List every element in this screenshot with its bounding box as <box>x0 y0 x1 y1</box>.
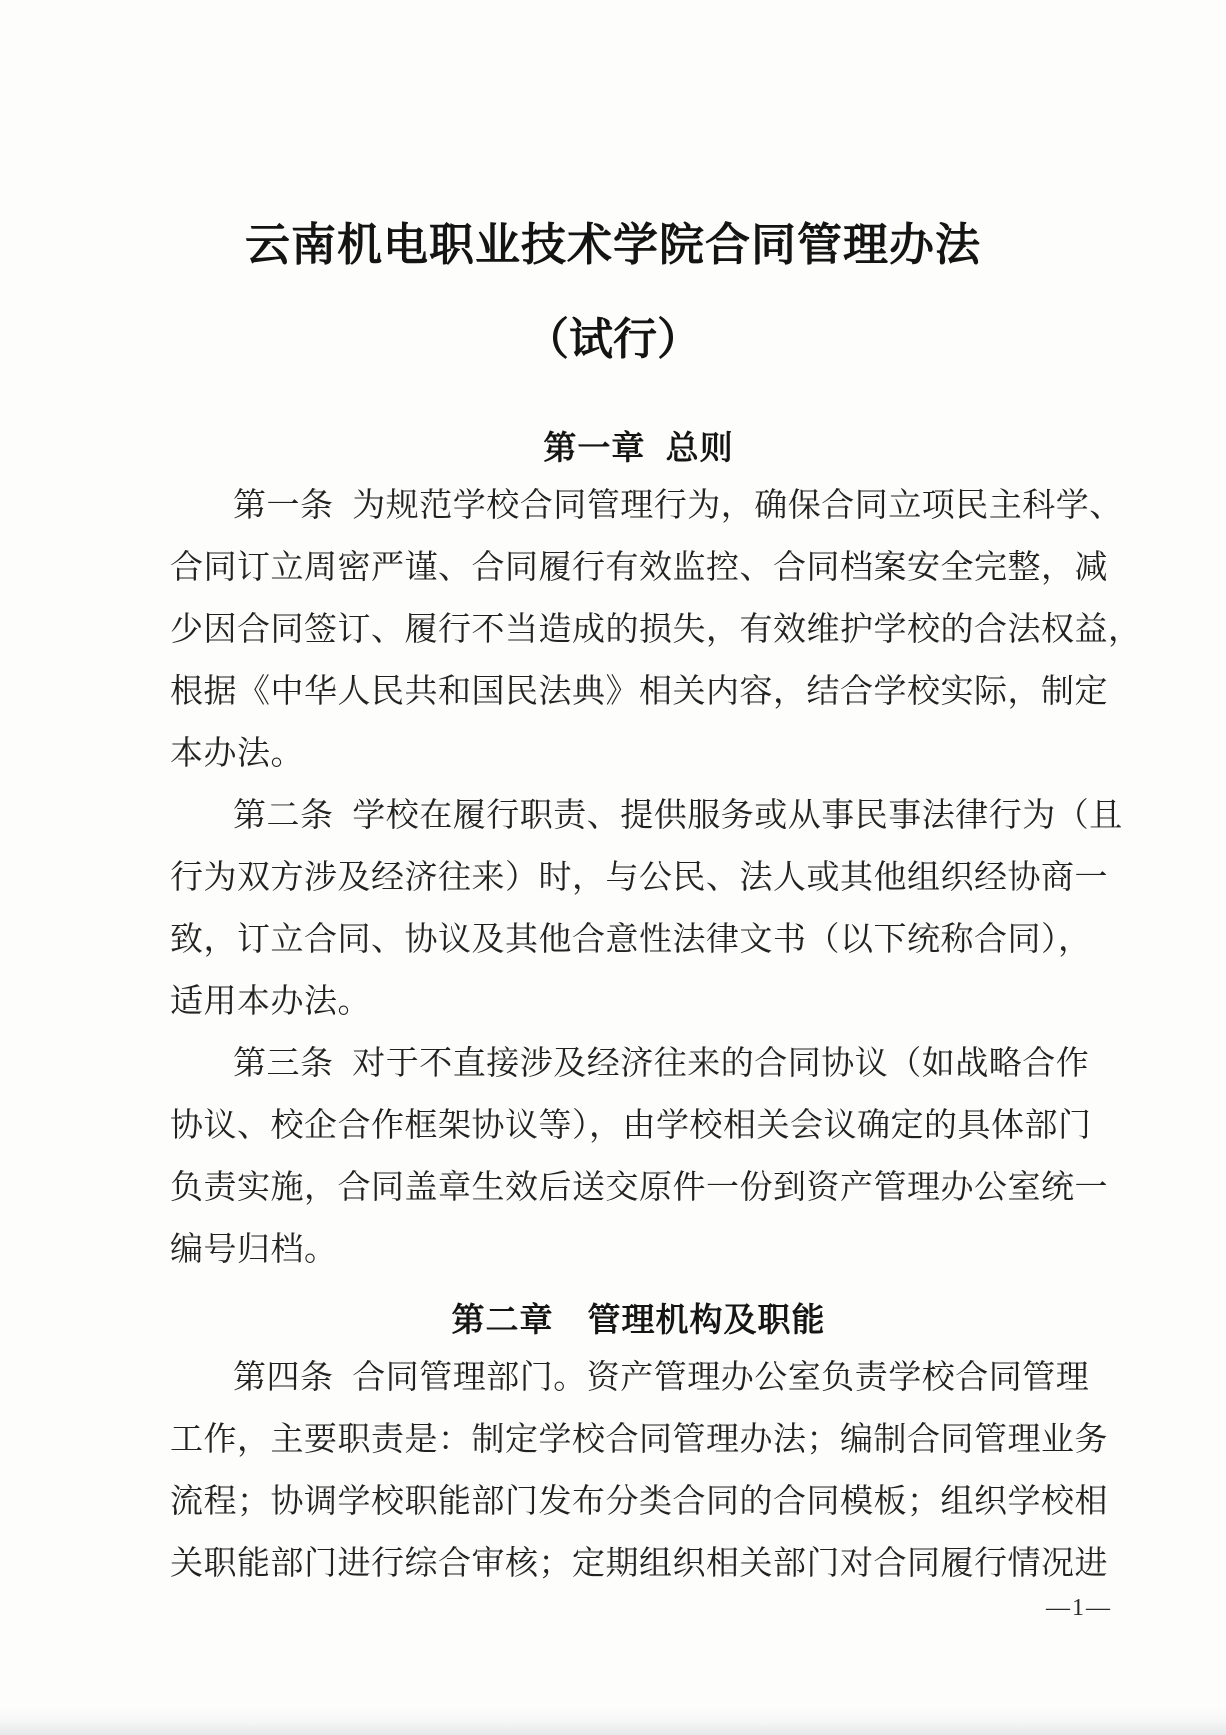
body-line: 流程；协调学校职能部门发布分类合同的合同模板；组织学校相 <box>170 1484 1108 1520</box>
document-subtitle: （试行） <box>525 315 701 364</box>
document-body <box>170 409 1142 1595</box>
body-line: 合同订立周密严谨、合同履行有效监控、合同档案安全完整，减 <box>170 550 1108 586</box>
body-line: 本办法。 <box>170 736 304 772</box>
body-line: 协议、校企合作框架协议等），由学校相关会议确定的具体部门 <box>170 1108 1092 1144</box>
document-title: 云南机电职业技术学院合同管理办法 <box>244 220 981 270</box>
body-line: 第四条 合同管理部门。资产管理办公室负责学校合同管理 <box>233 1360 1090 1396</box>
body-line: 第一条 为规范学校合同管理行为，确保合同立项民主科学、 <box>233 488 1123 524</box>
body-line: 根据《中华人民共和国民法典》相关内容，结合学校实际，制定 <box>170 674 1108 710</box>
body-line: 少因合同签订、履行不当造成的损失，有效维护学校的合法权益， <box>170 612 1142 648</box>
chapter-heading: 第二章 管理机构及职能 <box>451 1301 826 1338</box>
body-line: 关职能部门进行综合审核；定期组织相关部门对合同履行情况进 <box>170 1546 1108 1582</box>
chapter-heading: 第一章 总则 <box>543 429 734 466</box>
body-line: 第三条 对于不直接涉及经济往来的合同协议（如战略合作 <box>233 1046 1090 1082</box>
body-line: 工作，主要职责是：制定学校合同管理办法；编制合同管理业务 <box>170 1422 1108 1458</box>
scan-edge-artifact <box>0 1707 1226 1735</box>
body-line: 致，订立合同、协议及其他合意性法律文书（以下统称合同）， <box>170 922 1092 958</box>
body-line: 行为双方涉及经济往来）时，与公民、法人或其他组织经协商一 <box>170 860 1108 896</box>
page-number: —1— <box>1046 1595 1112 1621</box>
body-line: 编号归档。 <box>170 1232 338 1268</box>
body-line: 适用本办法。 <box>170 984 371 1020</box>
body-line: 负责实施，合同盖章生效后送交原件一份到资产管理办公室统一 <box>170 1170 1108 1206</box>
body-line: 第二条 学校在履行职责、提供服务或从事民事法律行为（且 <box>233 798 1123 834</box>
